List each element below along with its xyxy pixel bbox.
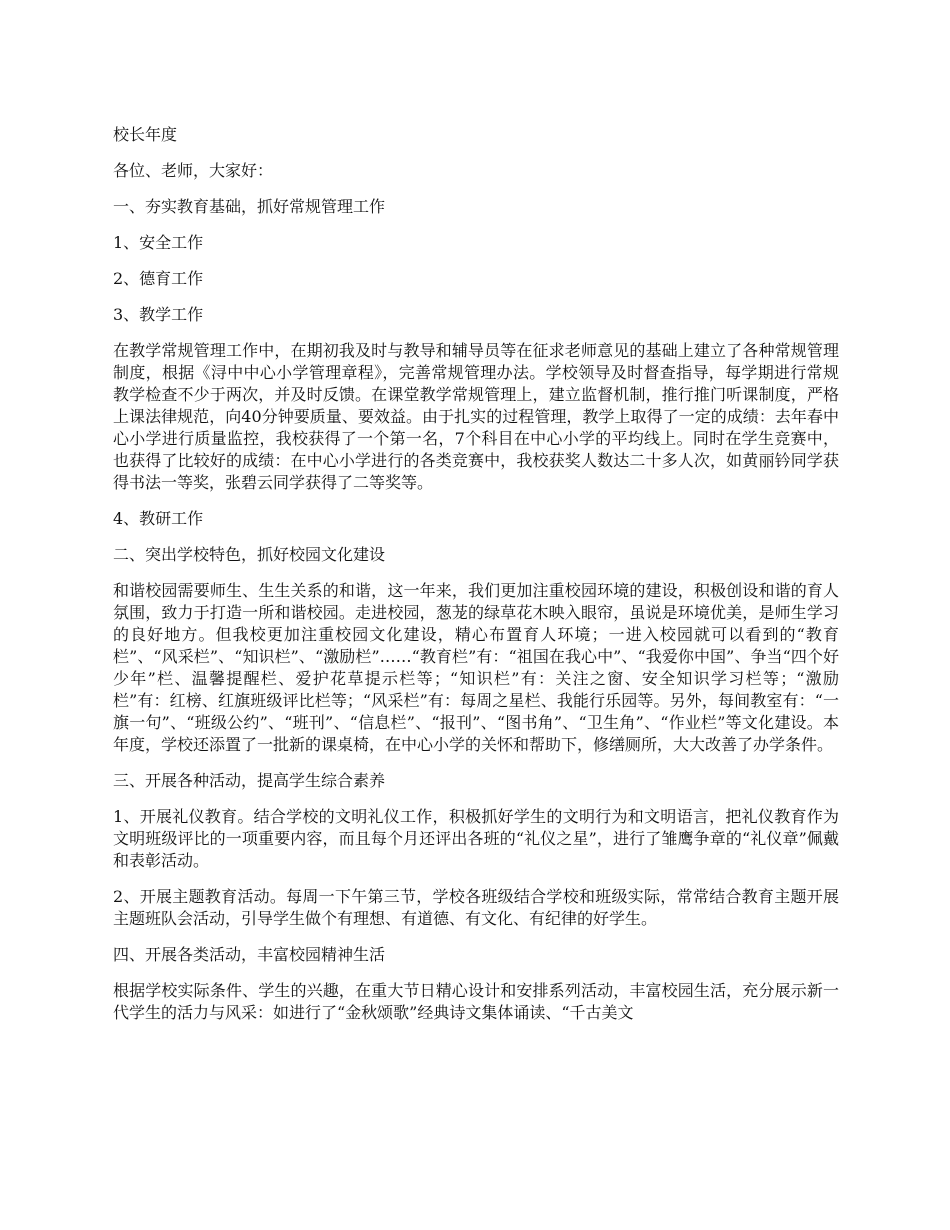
section-heading-3: 三、开展各种活动，提高学生综合素养: [113, 771, 386, 790]
document-title: 校长年度: [113, 125, 178, 144]
paragraph-theme-education: 2、开展主题教育活动。每周一下午第三节，学校各班级结合学校和班级实际，常常结合教育主题开展主题班队会活动，引导学生做个有理想、有道德、有文化、有纪律的好学生。: [113, 887, 839, 928]
subheading-teaching: 3、教学工作: [113, 305, 204, 324]
section-heading-2: 二、突出学校特色，抓好校园文化建设: [113, 545, 386, 564]
paragraph-activities: 根据学校实际条件、学生的兴趣，在重大节日精心设计和安排系列活动，丰富校园生活，充分展示新一代学生的活力与风采：如进行了“金秋颂歌”经典诗文集体诵读、“千古美文: [113, 981, 839, 1022]
subheading-moral: 2、德育工作: [113, 269, 204, 288]
greeting: 各位、老师，大家好：: [113, 161, 274, 180]
section-heading-1: 一、夯实教育基础，抓好常规管理工作: [113, 197, 386, 216]
subheading-safety: 1、安全工作: [113, 233, 204, 252]
document-body: [113, 124, 839, 1038]
section-heading-4: 四、开展各类活动，丰富校园精神生活: [113, 945, 386, 964]
paragraph-campus-culture: 和谐校园需要师生、生生关系的和谐，这一年来，我们更加注重校园环境的建设，积极创设和谐的育人氛围，致力于打造一所和谐校园。走进校园，葱茏的绿草花木映入眼帘，虽说是环境优美，是师生学习的良好地方。但我校更加注重校园文化建设，精心布置育人环境；一进入校园就可以看到的“教育栏”、“风采栏”、“知识栏”、“激励栏”……“教育栏”有：“祖国在我心中”、“我爱你中国”、争当“四个好少年”栏、温馨提醒栏、爱护花草提示栏等；“知识栏”有：关注之窗、安全知识学习栏等；“激励栏”有：红榜、红旗班级评比栏等；“风采栏”有：每周之星栏、我能行乐园等。另外，每间教室有：“一旗一句”、“班级公约”、“班刊”、“信息栏”、“报刊”、“图书角”、“卫生角”、“作业栏”等文化建设。本年度，学校还添置了一批新的课桌椅，在中心小学的关怀和帮助下，修缮厕所，大大改善了办学条件。: [113, 581, 839, 754]
paragraph-etiquette: 1、开展礼仪教育。结合学校的文明礼仪工作，积极抓好学生的文明行为和文明语言，把礼仪教育作为文明班级评比的一项重要内容，而且每个月还评出各班的“礼仪之星”，进行了雏鹰争章的“礼仪章”佩戴和表彰活动。: [113, 807, 839, 870]
paragraph-teaching: 在教学常规管理工作中，在期初我及时与教导和辅导员等在征求老师意见的基础上建立了各种常规管理制度，根据《浔中中心小学管理章程》，完善常规管理办法。学校领导及时督查指导，每学期进行常规教学检查不少于两次，并及时反馈。在课堂教学常规管理上，建立监督机制，推行推门听课制度，严格上课法律规范，向40分钟要质量、要效益。由于扎实的过程管理，教学上取得了一定的成绩：去年春中心小学进行质量监控，我校获得了一个第一名，7个科目在中心小学的平均线上。同时在学生竞赛中，也获得了比较好的成绩：在中心小学进行的各类竞赛中，我校获奖人数达二十多人次，如黄丽钤同学获得书法一等奖，张碧云同学获得了二等奖等。: [113, 341, 839, 492]
subheading-research: 4、教研工作: [113, 509, 204, 528]
